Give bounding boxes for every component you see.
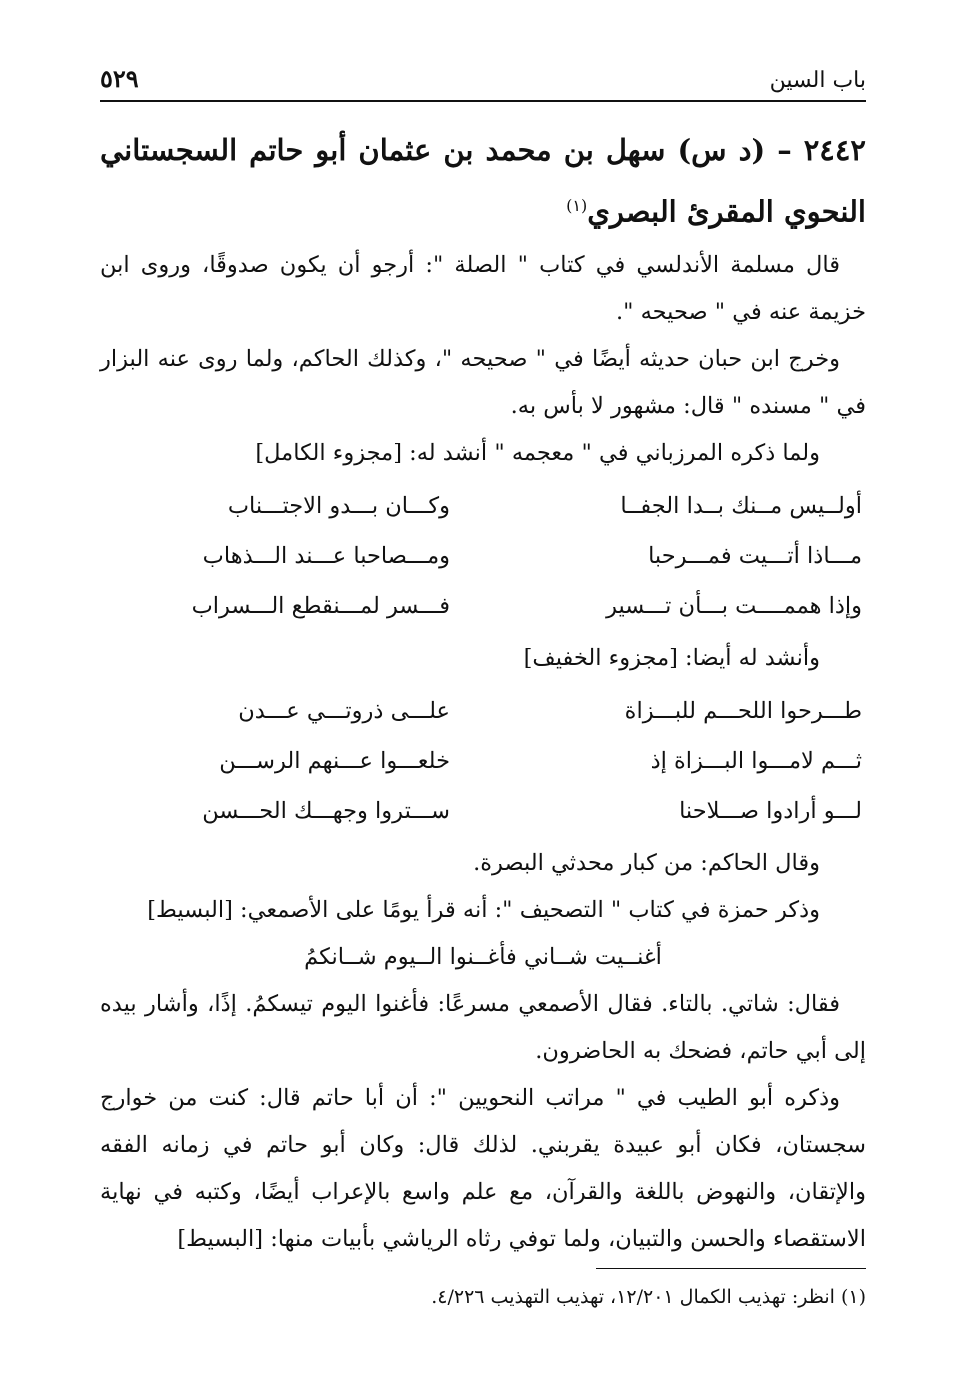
page-header — [100, 60, 866, 102]
entry-title-text: ٢٤٤٢ – (د س) سهل بن محمد بن عثمان أبو حاتم السجستاني النحوي المقرئ البصري — [100, 133, 866, 229]
section-title: باب السين — [769, 68, 866, 93]
poem-2 — [100, 686, 866, 836]
verse-second-hemistich: وكـــان بـــدو الاجتـــناب — [227, 492, 450, 519]
verse-first-hemistich: لـــو أرادوا صـــلاحنا — [679, 797, 862, 824]
verse-first-hemistich: وإذا هممــــت بـــأن تـــسير — [606, 592, 862, 619]
poem2-intro: وأنشد له أيضا: [مجزوء الخفيف] — [523, 644, 820, 671]
verse-second-hemistich: فـــسر لمـــنقطع الـــسراب — [191, 592, 450, 619]
entry-title — [100, 122, 866, 240]
poem-1 — [100, 481, 866, 631]
book-page — [100, 60, 866, 1360]
verse-first-hemistich: أولــيس مــنك بــدا الجفــا — [620, 492, 862, 519]
verse-second-hemistich: خلعـــوا عـــنهم الرســـن — [219, 747, 450, 774]
paragraph-5: وقال الحاكم: من كبار محدثي البصرة. — [473, 849, 820, 876]
verse-second-hemistich: علـــى ذروتـــي عـــدن — [238, 697, 450, 724]
verse-line — [100, 481, 866, 531]
footnote: (١) انظر: تهذيب الكمال ١٢/٢٠١، تهذيب التهذيب ٤/٢٢٦. — [431, 1286, 866, 1308]
verse-first-hemistich: ثـــم لامـــوا البـــزاة إذ — [650, 747, 862, 774]
verse-first-hemistich: مـــاذا أتـــيت فمـــرحبا — [648, 542, 862, 569]
paragraph-6-intro: وذكر حمزة في كتاب " التصحيف ": أنه قرأ يومًا على الأصمعي: [البسيط] — [147, 896, 820, 923]
paragraph-8: وذكره أبو الطيب في " مراتب النحويين ": أن أبا حاتم قال: كنت من خوارج سجستان، فكان أبو عبيدة يقربني. لذلك قال: وكان أبو حاتم في زمانه الفقه والإتقان، والنهوض باللغة والقرآن، مع علم واسع بالإعراب أيضًا، وكتبه في نهاية الاستقصاء والحسن والتبيان، ولما توفي رثاه الرياشي بأبيات منها: [البسيط] — [100, 1084, 866, 1252]
paragraph-2: وخرج ابن حبان حديثه أيضًا في " صحيحه "، وكذلك الحاكم، ولما روى عنه البزار في " مسنده " قال: مشهور لا بأس به. — [100, 345, 866, 419]
verse-line — [100, 581, 866, 631]
verse-line — [100, 686, 866, 736]
footnote-reference: (١) — [566, 196, 588, 215]
single-verse: أغنــيت شــاني فأغــنوا الــيوم شــانكمُ — [304, 943, 662, 970]
verse-second-hemistich: ومـــصاحبا عـــند الـــذهاب — [202, 542, 450, 569]
page-number: ٥٢٩ — [100, 64, 139, 93]
verse-second-hemistich: ســـتروا وجهـــك الحـــسن — [202, 797, 450, 824]
verse-line — [100, 531, 866, 581]
paragraph-1: قال مسلمة الأندلسي في كتاب " الصلة ": أرجو أن يكون صدوقًا، وروى ابن خزيمة عنه في " صحيحه ". — [100, 251, 866, 325]
footnote-separator — [596, 1268, 866, 1269]
verse-first-hemistich: طـــرحوا اللحـــم للبـــزاة — [624, 697, 862, 724]
verse-line — [100, 786, 866, 836]
poem1-intro: ولما ذكره المرزباني في " معجمه " أنشد له: [مجزوء الكامل] — [255, 439, 820, 466]
paragraph-7: فقال: شاتي. بالتاء. فقال الأصمعي مسرعًا: فأغنوا اليوم تيسكمُ. إذًا، وأشار بيده إلى أبي حاتم، فضحك به الحاضرون. — [100, 990, 866, 1064]
verse-line — [100, 736, 866, 786]
